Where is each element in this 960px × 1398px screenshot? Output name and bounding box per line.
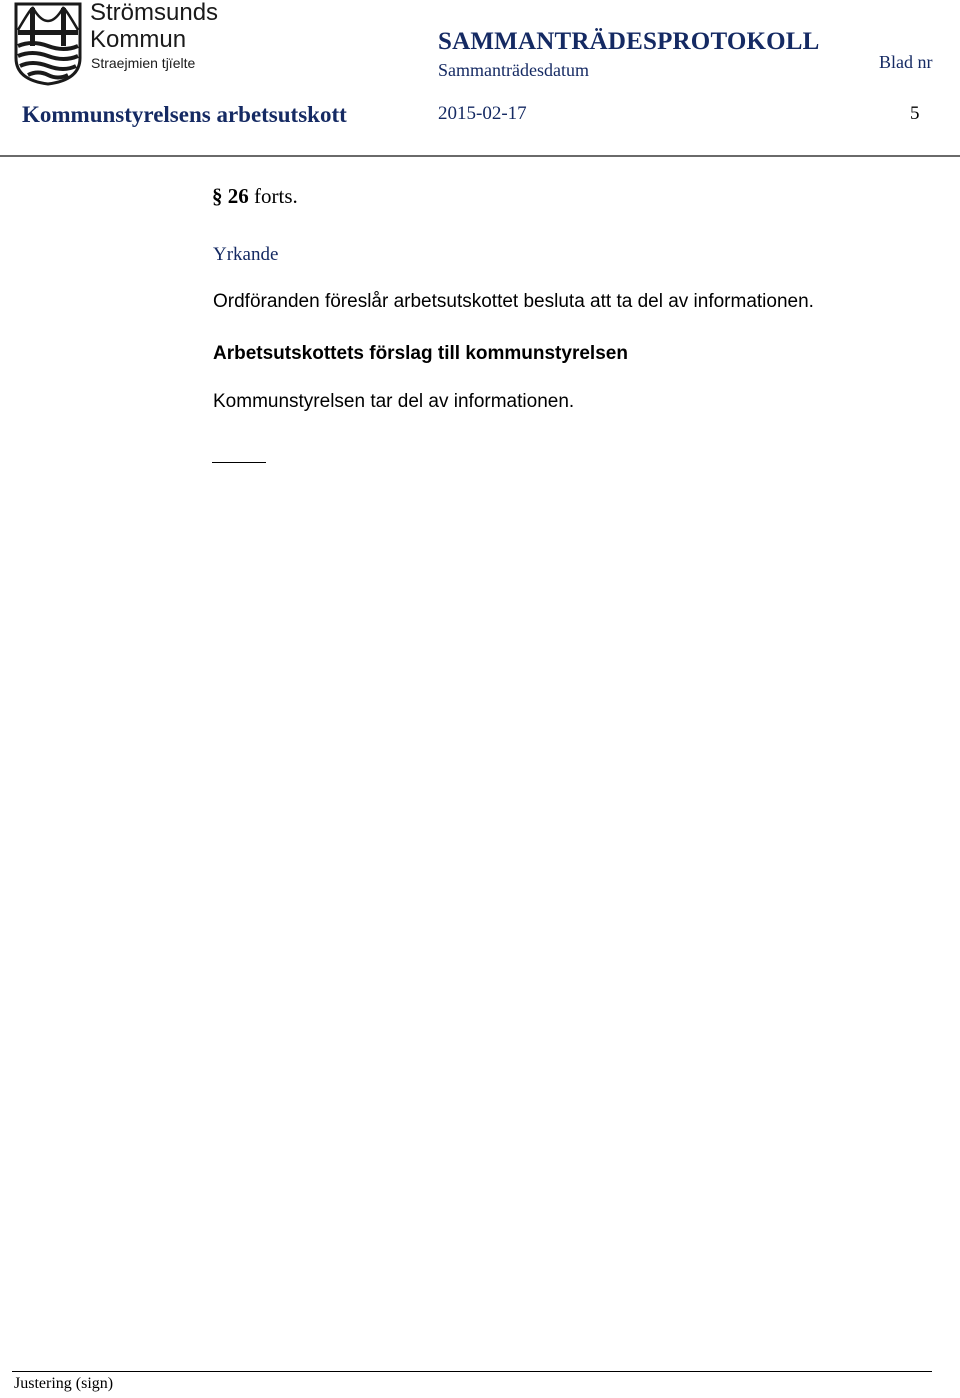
municipality-logo <box>12 0 222 86</box>
document-title: SAMMANTRÄDESPROTOKOLL <box>438 28 820 55</box>
end-of-section-rule <box>212 462 266 463</box>
committee-name: Kommunstyrelsens arbetsutskott <box>22 102 347 127</box>
logo-line-3: Straejmien tjïelte <box>91 55 196 71</box>
footer-divider <box>12 1371 932 1372</box>
section-heading <box>212 184 298 209</box>
section-suffix: forts. <box>254 184 298 208</box>
header-divider <box>0 155 960 157</box>
section-symbol: § <box>212 184 223 208</box>
page-number: 5 <box>910 103 920 124</box>
heading-proposal: Arbetsutskottets förslag till kommunstyrelsen <box>213 343 628 364</box>
heading-yrkande: Yrkande <box>213 244 279 265</box>
logo-line-1: Strömsunds <box>90 0 219 26</box>
section-number: 26 <box>227 184 249 208</box>
paragraph-proposal: Kommunstyrelsen tar del av informationen. <box>213 391 575 412</box>
signature-label: Justering (sign) <box>14 1375 114 1392</box>
date-label: Sammanträdesdatum <box>438 60 589 80</box>
paragraph-yrkande: Ordföranden föreslår arbetsutskottet besluta att ta del av informationen. <box>213 291 814 312</box>
meeting-date: 2015-02-17 <box>438 103 527 124</box>
page-label: Blad nr <box>879 52 933 72</box>
logo-line-2: Kommun <box>90 26 187 53</box>
